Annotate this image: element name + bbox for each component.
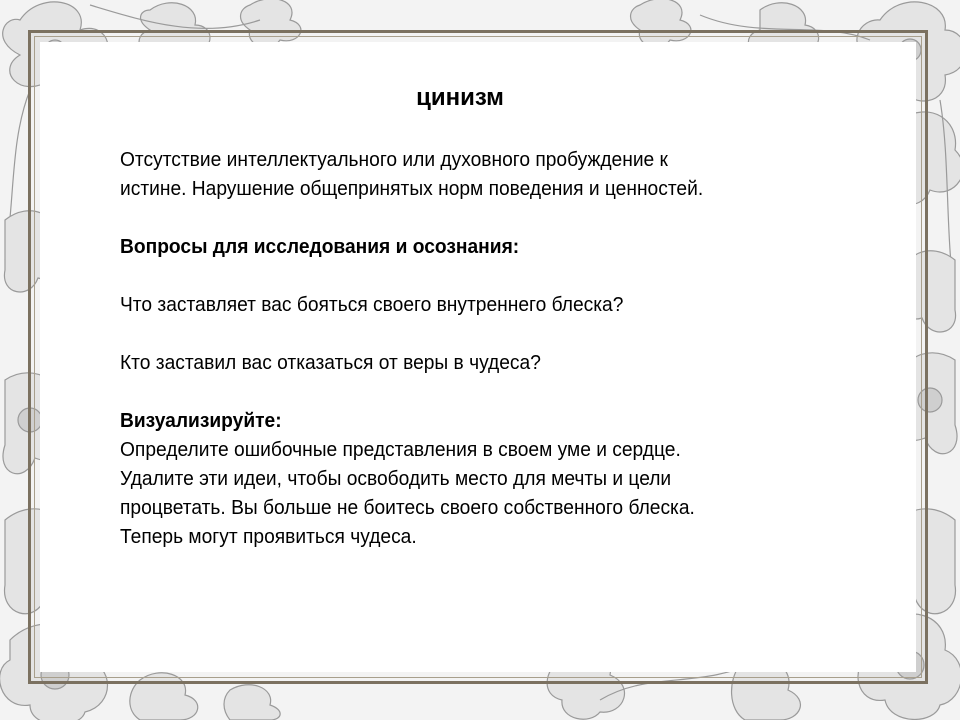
questions-heading: Вопросы для исследования и осознания: <box>120 236 520 258</box>
slide-body <box>120 146 850 552</box>
slide-title: цинизм <box>416 84 504 111</box>
visualize-line-2: Удалите эти идеи, чтобы освободить место для мечты и цели <box>120 468 672 490</box>
visualize-heading: Визуализируйте: <box>120 410 282 432</box>
definition-line-2: истине. Нарушение общепринятых норм поведения и ценностей. <box>120 178 704 200</box>
visualize-line-4: Теперь могут проявиться чудеса. <box>120 526 417 548</box>
question-2: Кто заставил вас отказаться от веры в чудеса? <box>120 352 541 374</box>
definition-line-1: Отсутствие интеллектуального или духовного пробуждение к <box>120 149 668 171</box>
visualize-line-3: процветать. Вы больше не боитесь своего собственного блеска. <box>120 497 695 519</box>
question-1: Что заставляет вас бояться своего внутреннего блеска? <box>120 294 624 316</box>
visualize-line-1: Определите ошибочные представления в своем уме и сердце. <box>120 439 681 461</box>
